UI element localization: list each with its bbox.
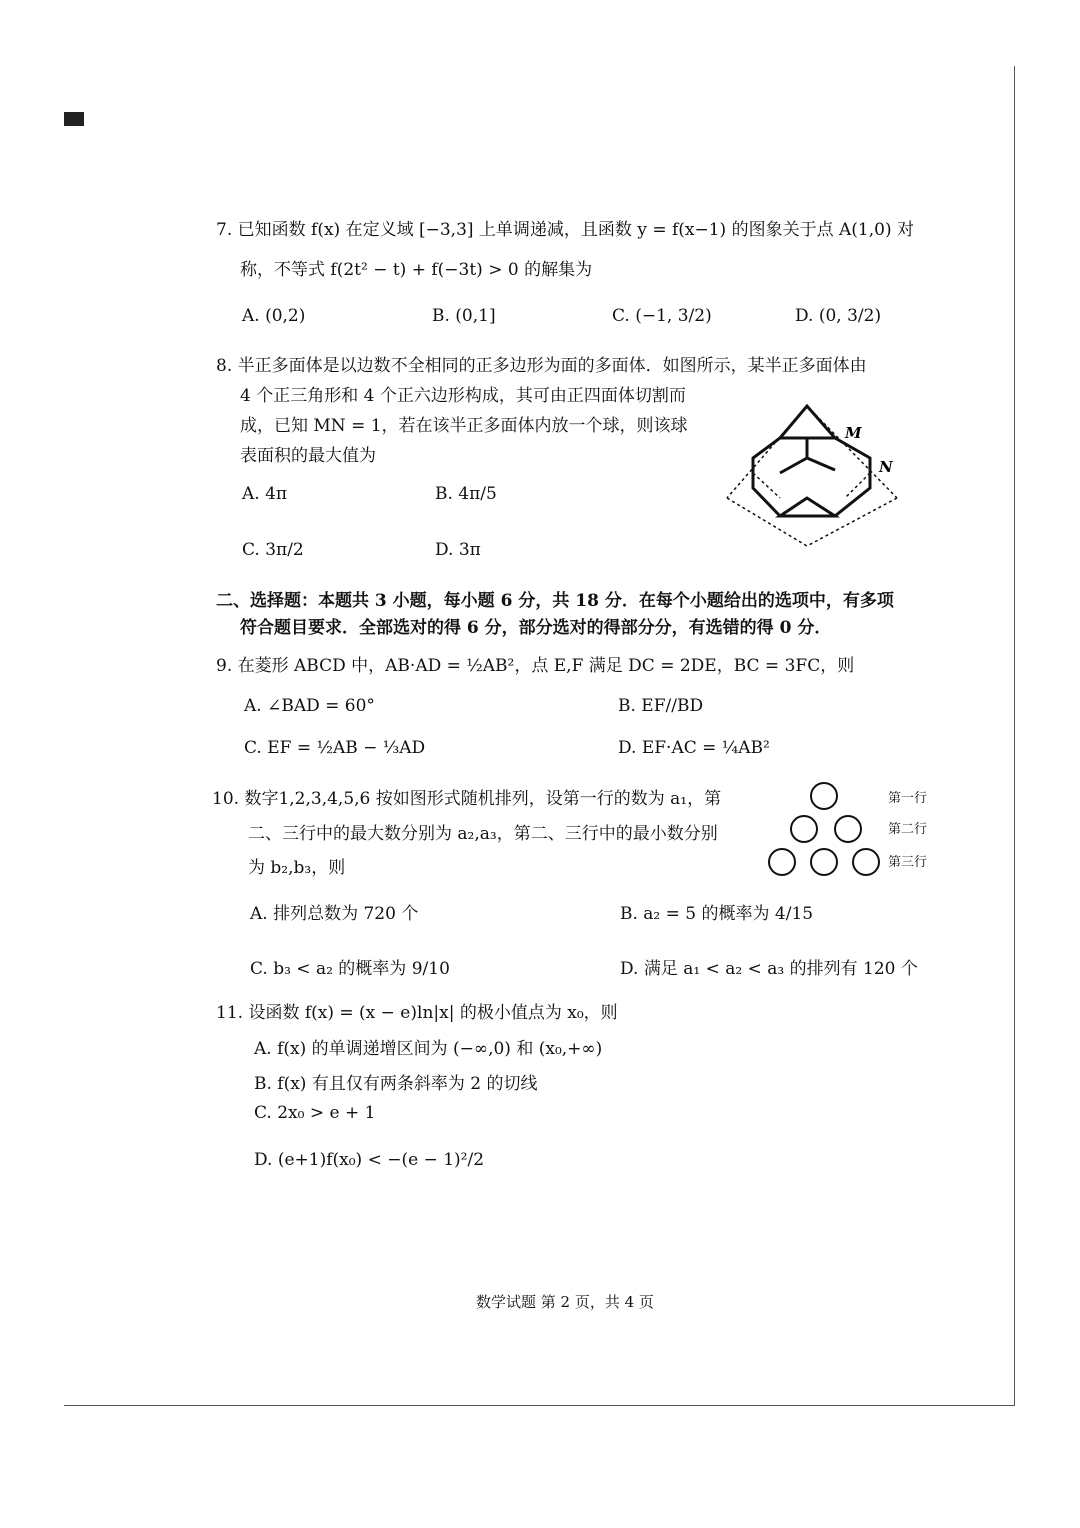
q11-option-a: A. f(x) 的单调递增区间为 (−∞,0) 和 (x₀,+∞) [254, 1039, 603, 1059]
row-label-1: 第一行 [888, 791, 928, 806]
q9-option-a: A. ∠BAD = 60° [244, 696, 375, 716]
section2-line2: 符合题目要求．全部选对的得 6 分，部分选对的得部分分，有选错的得 0 分． [240, 618, 832, 638]
bottom-border-line [64, 1405, 1015, 1406]
circle-row2 [834, 815, 862, 843]
q9-option-d: D. EF·AC = ¼AB² [618, 738, 770, 758]
q10-line1: 10. 数字1,2,3,4,5,6 按如图形式随机排列，设第一行的数为 a₁，第 [212, 789, 722, 809]
q8-option-d: D. 3π [435, 540, 481, 560]
q11-option-d: D. (e+1)f(x₀) < −(e − 1)²/2 [254, 1150, 485, 1170]
q8-line1: 8. 半正多面体是以边数不全相同的正多边形为面的多面体．如图所示，某半正多面体由 [216, 356, 867, 376]
q7-line1: 7. 已知函数 f(x) 在定义域 [−3,3] 上单调递减，且函数 y = f(x−1) 的图象关于点 A(1,0) 对 [216, 220, 914, 240]
q11-line1: 11. 设函数 f(x) = (x − e)ln|x| 的极小值点为 x₀，则 [216, 1003, 618, 1023]
circle-row3 [852, 848, 880, 876]
right-border-line [1014, 66, 1015, 1406]
circle-row2 [790, 815, 818, 843]
q8-line2: 4 个正三角形和 4 个正六边形构成，其可由正四面体切割而 [240, 386, 686, 406]
q8-option-b: B. 4π/5 [435, 484, 497, 504]
q10-option-d: D. 满足 a₁ < a₂ < a₃ 的排列有 120 个 [620, 959, 918, 979]
q9-line1: 9. 在菱形 ABCD 中，AB·AD = ½AB²，点 E,F 满足 DC = 2DE，BC = 3FC，则 [216, 656, 855, 676]
circle-row3 [810, 848, 838, 876]
section2-line1: 二、选择题：本题共 3 小题，每小题 6 分，共 18 分．在每个小题给出的选项中，有多项 [216, 591, 894, 611]
q10-option-a: A. 排列总数为 720 个 [250, 904, 419, 924]
q7-line2: 称，不等式 f(2t² − t) + f(−3t) > 0 的解集为 [240, 260, 593, 280]
q9-option-c: C. EF = ½AB − ⅓AD [244, 738, 426, 758]
q7-option-a: A. (0,2) [242, 306, 306, 326]
polyhedron-figure [725, 398, 905, 550]
corner-mark [64, 112, 84, 126]
circle-row3 [768, 848, 796, 876]
label-n: N [879, 458, 893, 476]
q10-line2: 二、三行中的最大数分别为 a₂,a₃，第二、三行中的最小数分别 [248, 824, 718, 844]
q11-option-c: C. 2x₀ > e + 1 [254, 1103, 376, 1123]
circle-row1 [810, 782, 838, 810]
q8-line4: 表面积的最大值为 [240, 446, 376, 466]
q7-option-b: B. (0,1] [432, 306, 496, 326]
q7-option-c: C. (−1, 3/2) [612, 306, 712, 326]
q8-option-c: C. 3π/2 [242, 540, 304, 560]
q10-option-b: B. a₂ = 5 的概率为 4/15 [620, 904, 814, 924]
row-label-3: 第三行 [888, 855, 928, 870]
q9-option-b: B. EF//BD [618, 696, 704, 716]
q8-option-a: A. 4π [242, 484, 288, 504]
row-label-2: 第二行 [888, 822, 928, 837]
q7-option-d: D. (0, 3/2) [795, 306, 882, 326]
label-m: M [845, 424, 862, 442]
q10-line3: 为 b₂,b₃，则 [248, 858, 346, 878]
q10-option-c: C. b₃ < a₂ 的概率为 9/10 [250, 959, 450, 979]
q11-option-b: B. f(x) 有且仅有两条斜率为 2 的切线 [254, 1074, 538, 1094]
q8-line3: 成，已知 MN = 1，若在该半正多面体内放一个球，则该球 [240, 416, 688, 436]
page-footer: 数学试题 第 2 页，共 4 页 [476, 1293, 654, 1311]
